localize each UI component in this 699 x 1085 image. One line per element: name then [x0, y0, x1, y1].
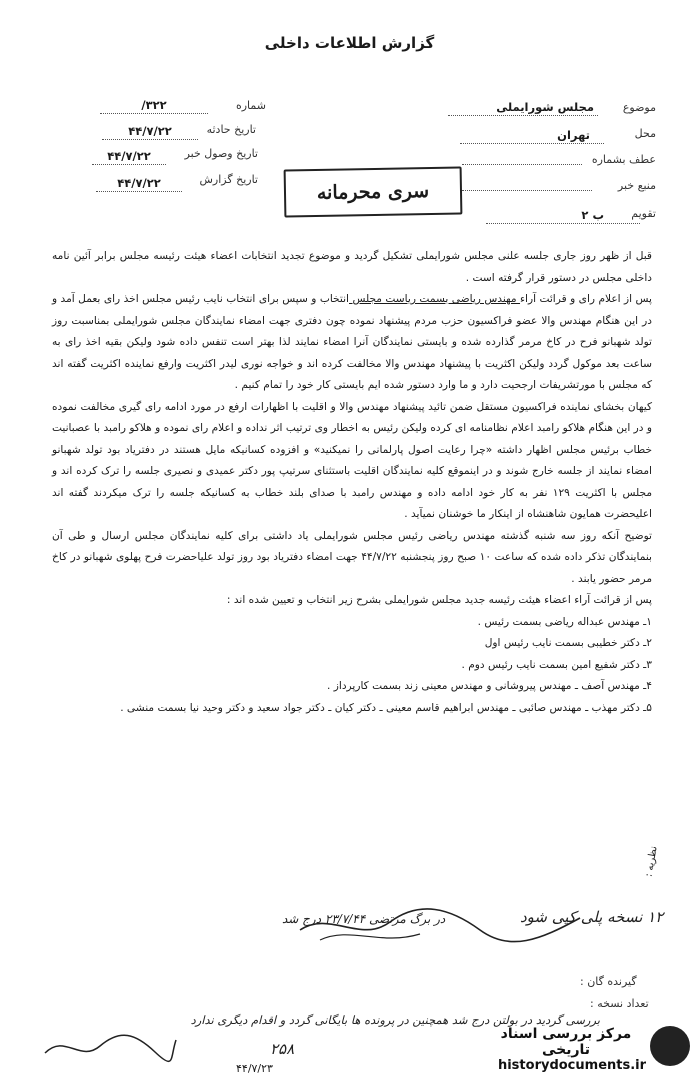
ref-label: عطف بشماره	[591, 153, 656, 166]
event-date-label: تاریخ حادثه	[206, 123, 256, 136]
receive-date-label: تاریخ وصول خبر	[184, 147, 258, 160]
list-item: ۳ـ دکتر شفیع امین بسمت نایب رئیس دوم .	[461, 658, 652, 671]
report-date-value: ۴۴/۷/۲۲	[117, 176, 161, 190]
nazariye-label: نظریه :	[643, 845, 660, 878]
place-label: محل	[634, 127, 656, 140]
list-item: ۲ـ دکتر خطیبی بسمت نایب رئیس اول	[484, 637, 652, 649]
event-date-field	[196, 118, 256, 137]
place-field	[596, 122, 656, 141]
number-value: ۳۲۲/	[141, 98, 167, 112]
classification-stamp	[284, 166, 463, 217]
copies-label: تعداد نسخه :	[590, 997, 649, 1010]
list-item: ۵ـ دکتر مهذب ـ مهندس صائبی ـ مهندس ابراهیم قاسم معینی ـ دکتر کیان ـ دکتر جواد سعید و دکتر وحید نیا بسمت منشی .	[120, 701, 652, 714]
paragraph-4: توضیح آنکه روز سه شنبه گذشته مهندس ریاضی رئیس مجلس شورایملی یاد داشتی برای کلیه نمایندگان مجلس ارسال و طی آن بنمایندگان تذکر داده شده که ساعت ۱۰ صبح روز پنجشنبه ۴۴/۷/۲۲ جهت امضاء دفتریاد بود روز تولد علیاحضرت فرح پهلوی شهبانو در کاخ مرمر حضور یابند .	[52, 529, 653, 585]
paragraph-2-start: پس از اعلام رای و قرائت آراء	[520, 293, 652, 305]
rating-line	[486, 204, 640, 224]
handnote-archive: بررسی گردید در بولتن درج شد همچنین در پرونده ها بایگانی گردد و اقدام دیگری ندارد	[190, 1013, 600, 1027]
report-date-line	[96, 172, 182, 192]
paragraph-5: پس از قرائت آراء اعضاء هیئت رئیسه جدید مجلس شورایملی بشرح زیر انتخاب و تعیین شده اند :	[226, 594, 652, 606]
subject-label: موضوع	[622, 101, 656, 114]
signature-1	[290, 900, 590, 948]
event-date-value: ۴۴/۷/۲۲	[128, 124, 172, 138]
paragraph-1: قبل از ظهر روز جاری جلسه علنی مجلس شورایملی تشکیل گردید و موضوع تجدید انتخابات اعضاء هیئت رئیسه مجلس برابر آئین نامه داخلی مجلس در دستور قرار گرفته است .	[52, 250, 652, 284]
recipients-field	[580, 970, 637, 989]
watermark-title: مرکز بررسی اسناد تاریخی	[500, 1026, 632, 1058]
ref-line	[462, 152, 582, 165]
copies-field	[590, 992, 649, 1011]
number-value-line	[100, 94, 208, 114]
ref-field	[584, 148, 656, 167]
source-field	[596, 174, 656, 193]
signature-2	[40, 1028, 180, 1068]
page-title: گزارش اطلاعات داخلی	[264, 34, 435, 52]
place-line	[460, 124, 604, 144]
receive-date-value: ۴۴/۷/۲۲	[107, 149, 151, 163]
subject-value: مجلس شورایملی	[496, 100, 594, 114]
number-label: شماره	[235, 99, 266, 112]
report-date-label: تاریخ گزارش	[199, 173, 258, 186]
paragraph-2-underlined: مهندس ریاضی بسمت ریاست مجلس	[349, 293, 521, 305]
event-date-line	[102, 120, 198, 140]
classification-stamp-text: سری محرمانه	[316, 180, 430, 204]
receive-date-field	[164, 142, 258, 161]
place-value: تهران	[557, 128, 590, 142]
rating-value: ب ۲	[581, 208, 604, 222]
paragraph-2-rest: انتخاب و سپس برای انتخاب نایب رئیس مجلس اخذ رای بعمل آمد و در این هنگام مهندس والا عضو فراکسیون حزب مردم پیشنهاد نموده چون دفتری جهت امضاء نمایندگان مجلس شورایملی بمناسبت روز تولد شهبانو فرح در کاخ مرمر گذارده شده و بایستی نمایندگان آنرا امضاء نمایند لذا بهتر است تنفس داده شود ولیکن بقیه اخذ رای به ساعت بعد موکول گردد ولیکن اکثریت با پیشنهاد مهندس والا مخالفت کرده اند و خواجه نوری لیدر اکثریت وارفع نماینده اکثریت گفته اند که مجلس با مورتشریفات ارجحیت دارد و ما وارد دستور شده ایم بایستی کار خود را تمام کنیم .	[52, 293, 652, 391]
handnote-copies: ۱۲ نسخه پلی کپی شود	[520, 908, 664, 926]
date-stamp: ۴۴/۷/۲۳	[236, 1062, 273, 1075]
list-item: ۴ـ مهندس آصف ـ مهندس پیروشانی و مهندس معینی زند بسمت کارپرداز .	[327, 680, 652, 692]
paragraph-2	[52, 289, 652, 397]
watermark-url: historydocuments.ir	[497, 1058, 647, 1073]
receive-date-line	[92, 145, 166, 165]
report-date-field	[180, 168, 258, 187]
subject-field	[596, 96, 656, 115]
number-stamp: ۲۵۸	[270, 1040, 295, 1058]
source-label: منبع خبر	[617, 179, 656, 192]
list-item: ۱ـ مهندس عبداله ریاضی بسمت رئیس .	[477, 615, 652, 628]
report-body	[52, 246, 652, 719]
rating-label: تقویم	[631, 207, 656, 220]
recipients-label: گیرنده گان :	[580, 975, 637, 988]
paragraph-3: کیهان بخشای نماینده فراکسیون مستقل ضمن تائید پیشنهاد مهندس والا و اقلیت با اظهارات ارفع در مورد ادامه رای گیری مخالفت نموده و در این هنگام هلاکو رامبد اعلام نظامنامه ای کرده ولیکن رئیس به اخطار وی ترتیب اثر نداده و اعلام رای نموده و هلاکو رامبد با عصبانیت خطاب برئیس مجلس اظهار داشته «چرا رعایت اصول پارلمانی را نمیکنید» و افزوده کسانیکه مایل هستند در دفتریاد بود تولد شهبانو امضاء نمایند از جلسه خارج شوند و در اینموقع کلیه نمایندگان اقلیت باستثنای سرتیپ پور دکتر عمیدی و نصیری جلسه را ترک کرده اند و مجلس با اکثریت ۱۲۹ نفر به کار خود ادامه داده و مهندس رامبد با صدای بلند خطاب به کسانیکه جلسه را ترک میکردند گفته اند اعلیحضرت همایون شاهنشاه از اینکار ما خوشنان نمیآید .	[52, 400, 653, 520]
handnote-registration: در برگ مرتضی ۲۳/۷/۴۴ درج شد	[282, 912, 446, 926]
subject-line	[448, 96, 598, 116]
source-line	[462, 178, 592, 191]
